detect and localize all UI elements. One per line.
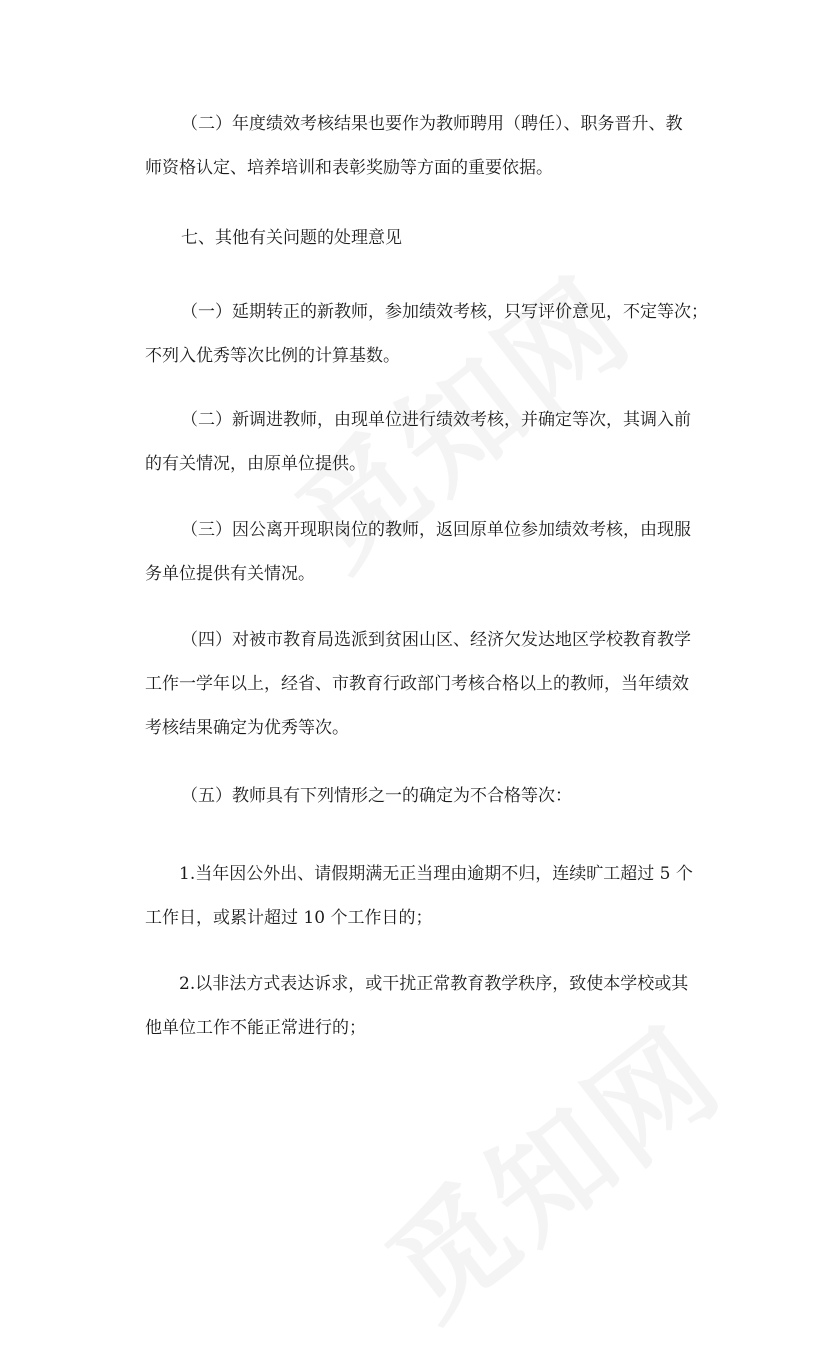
list-item-disruption bbox=[145, 962, 690, 1050]
text-line: 2.以非法方式表达诉求，或干扰正常教育教学秩序，致使本学校或其 bbox=[179, 974, 689, 994]
paragraph-unqualified-criteria bbox=[145, 774, 690, 818]
text-line: 考核结果确定为优秀等次。 bbox=[145, 718, 349, 738]
text-line: 七、其他有关问题的处理意见 bbox=[181, 228, 402, 248]
paragraph-leave-for-public-duty bbox=[145, 508, 690, 596]
paragraph-poverty-area-assignment bbox=[145, 618, 690, 750]
list-item-absence bbox=[145, 852, 693, 940]
text-line: （三）因公离开现职岗位的教师，返回原单位参加绩效考核，由现服 bbox=[181, 520, 691, 540]
text-line: 1.当年因公外出、请假期满无正当理由逾期不归，连续旷工超过 5 个 bbox=[179, 864, 693, 884]
paragraph-performance-results-use bbox=[145, 102, 690, 190]
paragraph-new-teachers bbox=[145, 290, 708, 378]
text-line: （四）对被市教育局选派到贫困山区、经济欠发达地区学校教育教学 bbox=[181, 630, 691, 650]
section-heading-other-issues bbox=[145, 216, 690, 260]
text-line: 师资格认定、培养培训和表彰奖励等方面的重要依据。 bbox=[145, 158, 553, 178]
text-line: 他单位工作不能正常进行的； bbox=[145, 1018, 366, 1038]
text-line: 工作一学年以上，经省、市教育行政部门考核合格以上的教师，当年绩效 bbox=[145, 674, 689, 694]
text-line: （二）新调进教师，由现单位进行绩效考核，并确定等次，其调入前 bbox=[181, 410, 691, 430]
text-line: （五）教师具有下列情形之一的确定为不合格等次： bbox=[181, 786, 572, 806]
text-line: 务单位提供有关情况。 bbox=[145, 564, 315, 584]
text-line: 的有关情况，由原单位提供。 bbox=[145, 454, 366, 474]
text-line: 工作日，或累计超过 10 个工作日的； bbox=[145, 908, 433, 928]
paragraph-transferred-teachers bbox=[145, 398, 690, 486]
text-line: 不列入优秀等次比例的计算基数。 bbox=[145, 346, 400, 366]
text-line: （一）延期转正的新教师，参加绩效考核，只写评价意见，不定等次； bbox=[181, 302, 708, 322]
text-line: （二）年度绩效考核结果也要作为教师聘用（聘任）、职务晋升、教 bbox=[181, 114, 683, 134]
